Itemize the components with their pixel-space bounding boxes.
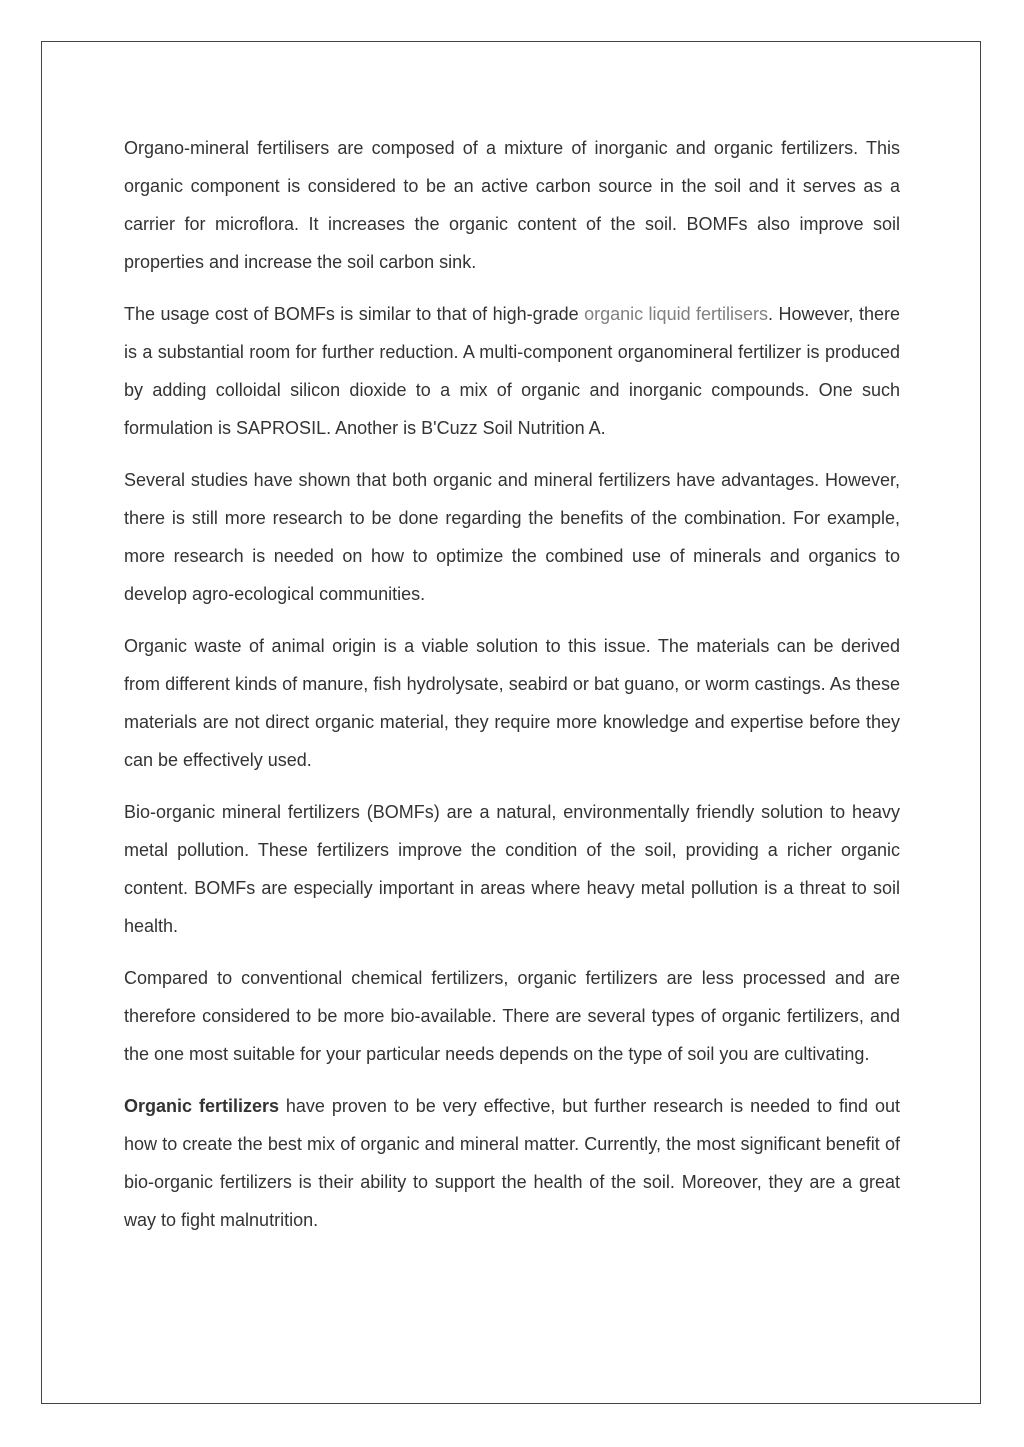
paragraph-bomfs-pollution: Bio-organic mineral fertilizers (BOMFs) are a natural, environmentally friendly solution to heavy metal pollution. These fertilizers improve the condition of the soil, providing a richer organic content. BOMFs are especially important in areas where heavy metal pollution is a threat to soil health. <box>124 802 900 936</box>
paragraph-comparison: Compared to conventional chemical fertilizers, organic fertilizers are less processed and are therefore considered to be more bio-available. There are several types of organic fertilizers, and the one most suitable for your particular needs depends on the type of soil you are cultivating. <box>124 968 900 1064</box>
document-body <box>124 129 900 1253</box>
paragraph-usage-cost <box>124 295 900 447</box>
paragraph-organic-fertilizers <box>124 1087 900 1239</box>
organic-fertilizers-heading-text: Organic fertilizers <box>124 1096 279 1116</box>
paragraph-organo-mineral: Organo-mineral fertilisers are composed of a mixture of inorganic and organic fertilizers. This organic component is considered to be an active carbon source in the soil and it serves as a carrier for microflora. It increases the organic content of the soil. BOMFs also improve soil properties and increase the soil carbon sink. <box>124 138 900 272</box>
paragraph-usage-cost-text-end: . However, there is a substantial room for further reduction. A multi-component organomineral fertilizer is produced by adding colloidal silicon dioxide to a mix of organic and inorganic compounds. One such formulation is SAPROSIL. Another is B'Cuzz Soil Nutrition A. <box>124 304 900 438</box>
paragraph-usage-cost-text-start: The usage cost of BOMFs is similar to that of high-grade <box>124 304 585 324</box>
organic-liquid-fertilisers-link[interactable]: organic liquid fertilisers <box>584 304 769 324</box>
paragraph-animal-waste: Organic waste of animal origin is a viable solution to this issue. The materials can be derived from different kinds of manure, fish hydrolysate, seabird or bat guano, or worm castings. As these materials are not direct organic material, they require more knowledge and expertise before they can be effectively used. <box>124 636 900 770</box>
paragraph-organic-fertilizers-text: have proven to be very effective, but further research is needed to find out how to create the best mix of organic and mineral matter. Currently, the most significant benefit of bio-organic fertilizers is their ability to support the health of the soil. Moreover, they are a great way to fight malnutrition. <box>124 1096 900 1230</box>
paragraph-studies: Several studies have shown that both organic and mineral fertilizers have advantages. However, there is still more research to be done regarding the benefits of the combination. For example, more research is needed on how to optimize the combined use of minerals and organics to develop agro-ecological communities. <box>124 470 900 604</box>
